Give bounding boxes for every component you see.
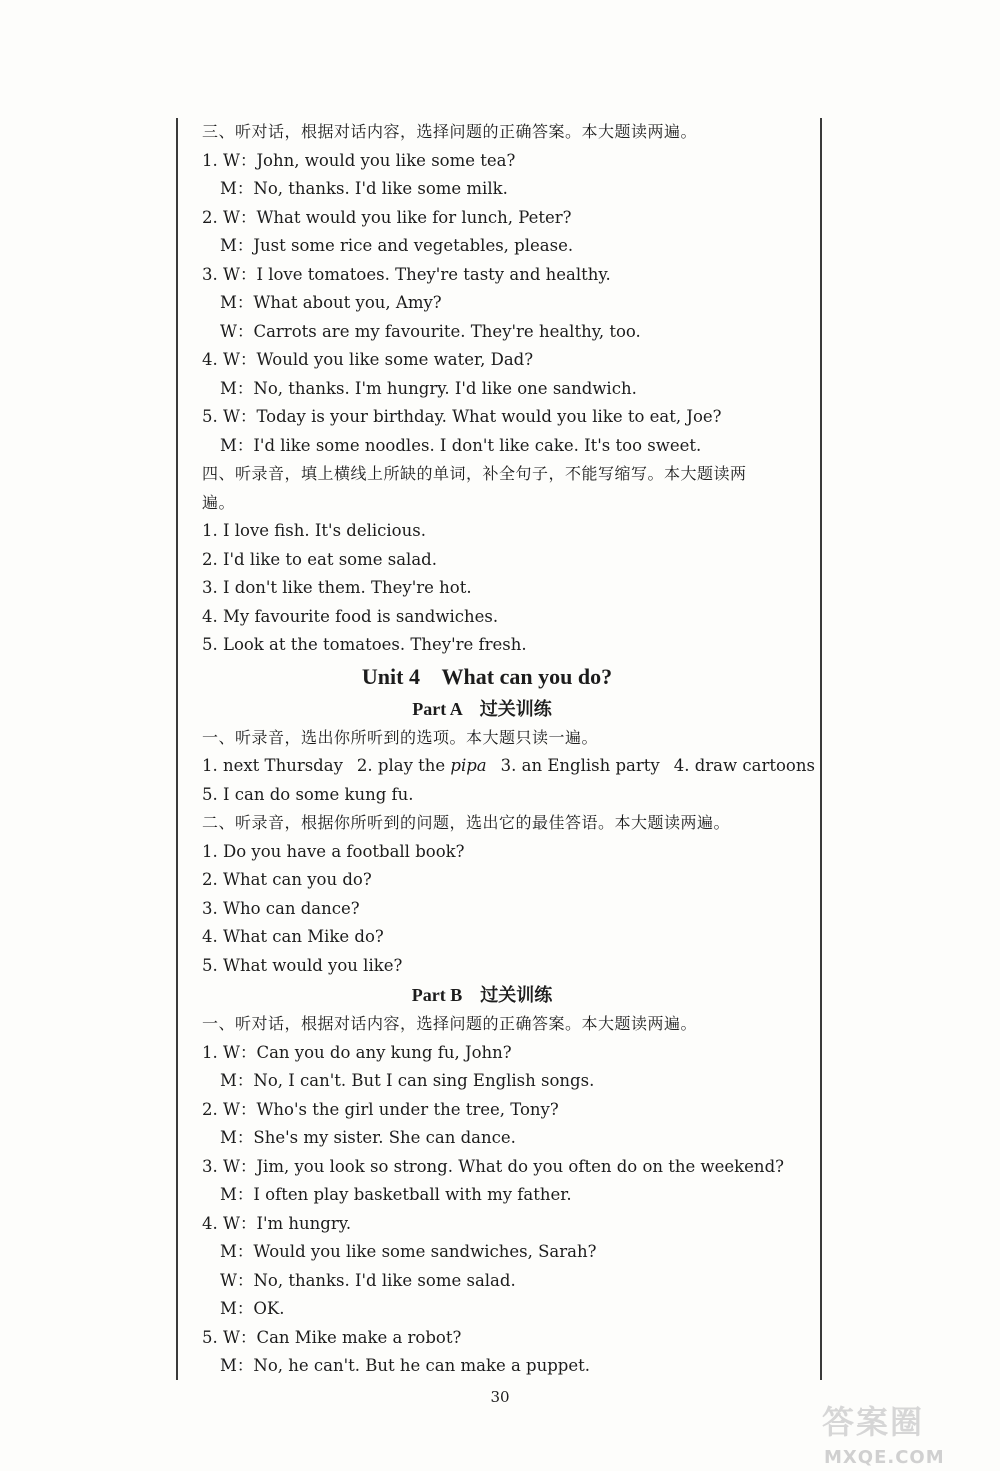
question-line: 2. What can you do? [202, 870, 372, 889]
dialog-line: M：I'd like some noodles. I don't like cake. It's too sweet. [220, 435, 702, 455]
dialog-line: M：OK. [220, 1299, 285, 1318]
question-line: 3. Who can dance? [202, 898, 360, 918]
left-margin-rule [176, 118, 178, 1380]
watermark-logo [810, 1395, 1000, 1471]
unit-title [202, 660, 802, 694]
right-margin-rule [820, 118, 822, 1380]
dialog-line: M：What about you, Amy? [220, 293, 442, 312]
dialog-line: M：Would you like some sandwiches, Sarah? [220, 1242, 597, 1261]
dialog-line: W：Carrots are my favourite. They're healthy, too. [220, 321, 641, 341]
dialog-line: 1. W：John, would you like some tea? [202, 150, 516, 170]
question-line: 4. What can Mike do? [202, 927, 384, 946]
watermark-cn-text: 答案圈 [822, 1403, 925, 1441]
dialog-line: M：She's my sister. She can dance. [220, 1128, 516, 1147]
dialog-line: 2. W：What would you like for lunch, Peter? [202, 207, 572, 227]
part-b-s1-heading: 一、听对话，根据对话内容，选择问题的正确答案。本大题读两遍。 [202, 1014, 698, 1033]
part-a-title [202, 694, 802, 724]
option-italic-text: pipa [450, 756, 487, 775]
part-b-title-text: Part B 过关训练 [411, 985, 553, 1005]
section4-heading-cont: 遍。 [202, 492, 236, 512]
dialog-line: M：No, he can't. But he can make a puppet. [220, 1356, 590, 1375]
dialog-line: 1. W：Can you do any kung fu, John? [202, 1042, 512, 1062]
sentence-line: 1. I love fish. It's delicious. [202, 521, 426, 540]
option-item [357, 752, 487, 781]
dialog-line: M：No, I can't. But I can sing English songs. [220, 1071, 595, 1090]
section3-heading: 三、听对话，根据对话内容，选择问题的正确答案。本大题读两遍。 [202, 122, 698, 141]
dialog-line: 5. W：Can Mike make a robot? [202, 1327, 462, 1347]
dialog-line: M：No, thanks. I'd like some milk. [220, 179, 508, 198]
dialog-line: M：No, thanks. I'm hungry. I'd like one sandwich. [220, 378, 637, 398]
option-text: 2. play the [356, 756, 451, 775]
unit-title-text: Unit 4 What can you do? [361, 663, 613, 689]
option-item: 1. next Thursday [202, 756, 343, 775]
sentence-line: 5. Look at the tomatoes. They're fresh. [202, 635, 527, 654]
dialog-line: 3. W：I love tomatoes. They're tasty and healthy. [202, 264, 611, 284]
dialog-line: 4. W：Would you like some water, Dad? [202, 350, 534, 369]
part-a-s1-heading: 一、听录音，选出你所听到的选项。本大题只读一遍。 [202, 727, 599, 747]
sentence-line: 4. My favourite food is sandwiches. [202, 606, 499, 626]
question-line: 1. Do you have a football book? [202, 841, 465, 861]
dialog-line: W：No, thanks. I'd like some salad. [220, 1270, 516, 1290]
page-content [202, 118, 815, 1381]
options-line [202, 752, 815, 781]
part-b-title [202, 980, 802, 1010]
watermark-url-text: MXQE.COM [824, 1447, 945, 1468]
option-item: 4. draw cartoons [673, 756, 815, 775]
part-a-s2-heading: 二、听录音，根据你所听到的问题，选出它的最佳答语。本大题读两遍。 [202, 813, 731, 832]
part-a-title-text: Part A 过关训练 [412, 698, 552, 719]
section4-heading: 四、听录音，填上横线上所缺的单词，补全句子，不能写缩写。本大题读两 [202, 464, 747, 483]
question-line: 5. What would you like? [202, 955, 403, 975]
dialog-line: 3. W：Jim, you look so strong. What do you often do on the weekend? [202, 1156, 784, 1176]
option-item: 3. an English party [500, 756, 660, 775]
page-number: 30 [490, 1388, 510, 1406]
dialog-line: 2. W：Who's the girl under the tree, Tony? [202, 1099, 559, 1119]
dialog-line: 4. W：I'm hungry. [202, 1213, 352, 1233]
sentence-line: 3. I don't like them. They're hot. [202, 578, 472, 597]
dialog-line: 5. W：Today is your birthday. What would you like to eat, Joe? [202, 407, 722, 426]
sentence-line: 5. I can do some kung fu. [202, 784, 414, 804]
sentence-line: 2. I'd like to eat some salad. [202, 549, 437, 569]
dialog-line: M：I often play basketball with my father. [220, 1185, 572, 1204]
dialog-line: M：Just some rice and vegetables, please. [220, 236, 574, 255]
